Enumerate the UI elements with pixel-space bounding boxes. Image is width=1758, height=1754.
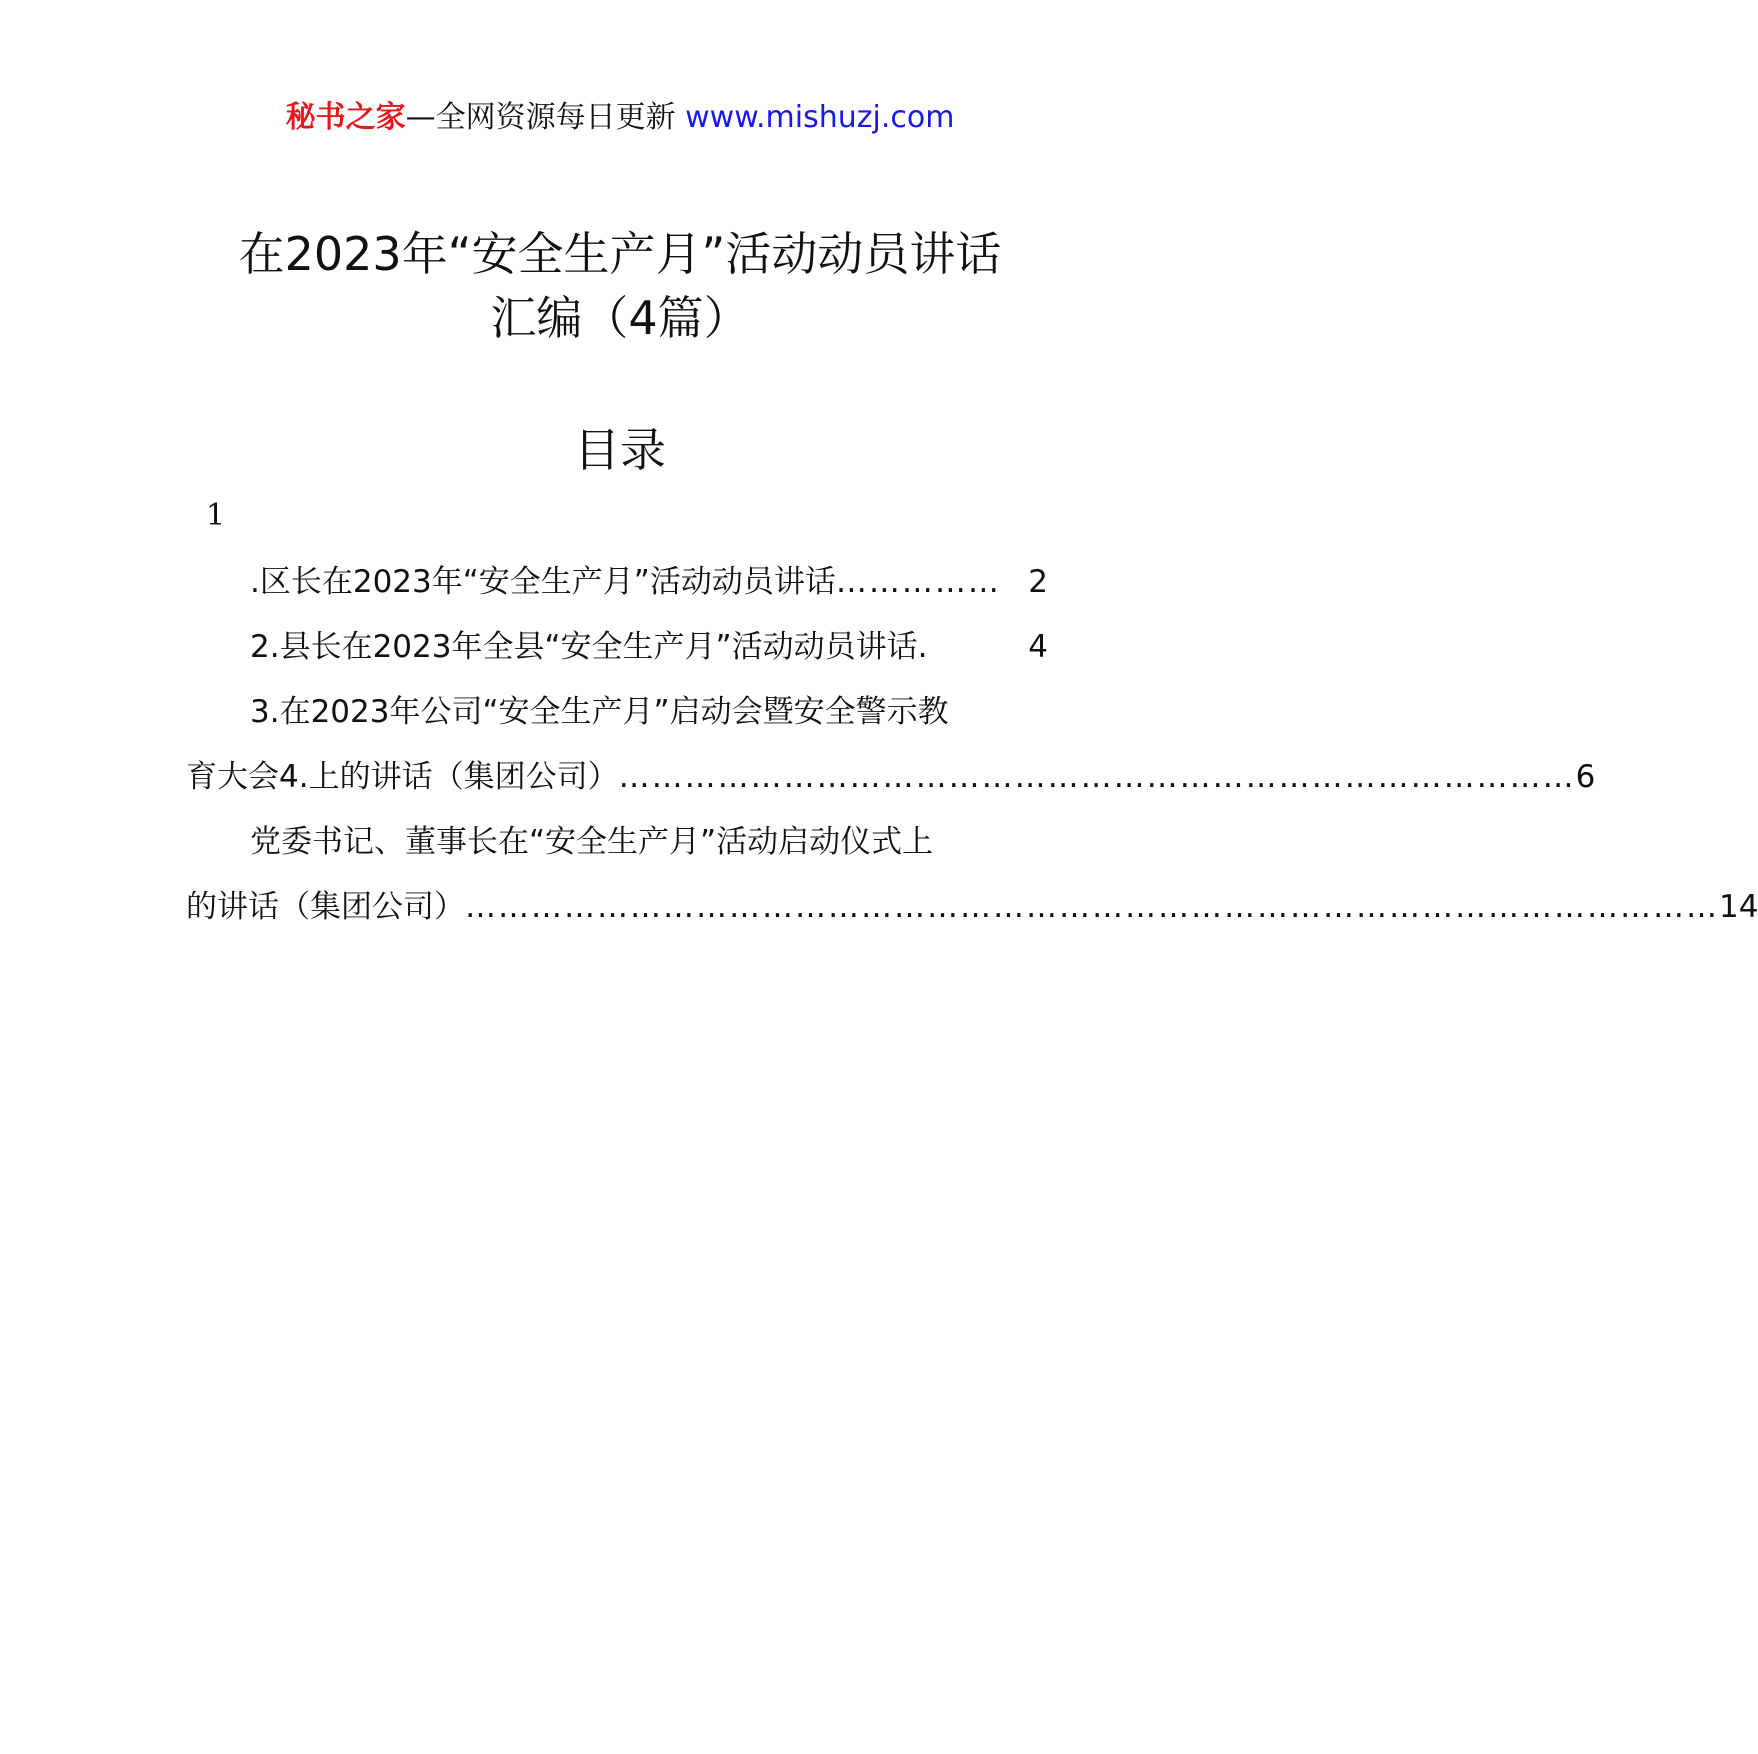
- toc-entry-4-line-2[interactable]: [186, 875, 1758, 940]
- toc-number: 1: [206, 498, 226, 533]
- header-tagline: —全网资源每日更新: [405, 100, 686, 135]
- toc-leader-dots: ……………………………………………………………………………………………………: [465, 889, 1719, 925]
- document-title: [0, 222, 1240, 350]
- toc-leader-dots: .: [917, 629, 930, 665]
- toc-page-number: 14: [1719, 889, 1758, 925]
- toc-entry-text: 3.在2023年公司“安全生产月”启动会暨安全警示教: [250, 694, 949, 730]
- toc-page-number: 2: [1028, 564, 1048, 600]
- toc-entry-text: 育大会4.上的讲话（集团公司）: [186, 759, 619, 795]
- toc-entry-text: 2.县长在2023年全县“安全生产月”活动动员讲话: [250, 629, 918, 665]
- toc-page-number: 6: [1575, 759, 1596, 795]
- toc-entry-3-line-2[interactable]: [186, 745, 1596, 810]
- table-of-contents: [186, 550, 1758, 940]
- toc-entry-text: .区长在2023年“安全生产月”活动动员讲话: [250, 564, 836, 600]
- toc-leader-dots: ……………………………………………………………………………: [618, 759, 1576, 795]
- site-url-link[interactable]: www.mishuzj.com: [685, 100, 955, 135]
- site-header: [0, 98, 1240, 138]
- toc-entry-3-line-1[interactable]: [186, 680, 1048, 745]
- toc-leader-dots: ……………: [835, 564, 1001, 600]
- brand-name: 秘书之家: [285, 100, 406, 135]
- toc-entry-text: 的讲话（集团公司）: [186, 889, 465, 925]
- toc-entry-2[interactable]: [186, 615, 1048, 680]
- toc-entry-4-line-1[interactable]: [186, 810, 1048, 875]
- title-line-1: 在2023年“安全生产月”活动动员讲话: [238, 227, 1002, 281]
- toc-entry-text: 党委书记、董事长在“安全生产月”活动启动仪式上: [250, 824, 934, 860]
- toc-entry-1[interactable]: [186, 550, 1048, 615]
- toc-heading: 目录: [574, 423, 666, 477]
- title-line-2: 汇编（4篇）: [490, 291, 750, 345]
- toc-page-number: 4: [1028, 629, 1048, 665]
